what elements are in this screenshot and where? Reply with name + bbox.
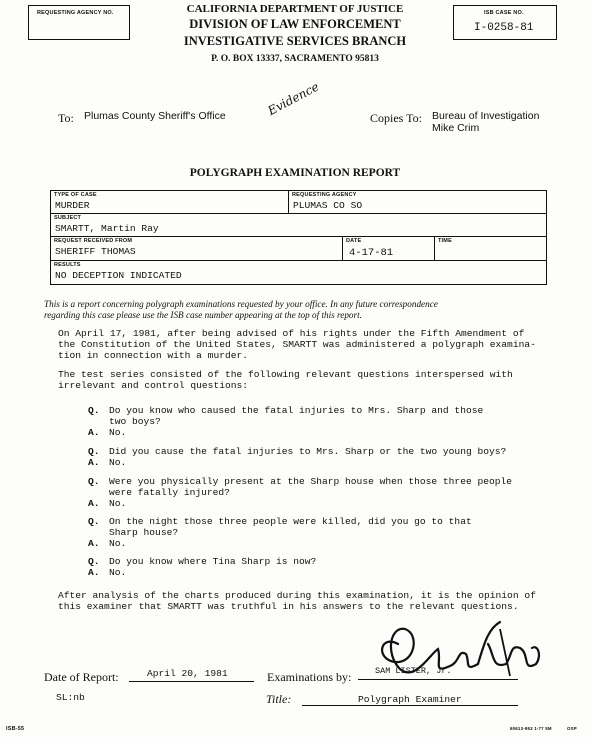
qa1-a-marker: A. bbox=[88, 427, 100, 438]
conclusion-line1: After analysis of the charts produced during this examination, it is the opinion of bbox=[58, 590, 536, 601]
subject-value: SMARTT, Martin Ray bbox=[55, 223, 159, 234]
qa2-q-marker: Q. bbox=[88, 446, 100, 457]
qa1-answer: No. bbox=[109, 427, 127, 438]
subject-label: SUBJECT bbox=[54, 215, 82, 221]
requesting-agency-label: REQUESTING AGENCY bbox=[292, 192, 357, 198]
date-label: DATE bbox=[346, 238, 362, 244]
type-of-case-cell bbox=[51, 191, 289, 214]
title-value: Polygraph Examiner bbox=[358, 694, 462, 705]
date-of-report-label: Date of Report: bbox=[44, 670, 119, 684]
requesting-agency-value: PLUMAS CO SO bbox=[293, 200, 363, 211]
title-label: Title: bbox=[266, 692, 292, 706]
request-from-value: SHERIFF THOMAS bbox=[55, 246, 136, 257]
qa4-answer: No. bbox=[109, 538, 127, 549]
qa5-question-line1: Do you know where Tina Sharp is now? bbox=[109, 556, 317, 567]
notice-line1: This is a report concerning polygraph examinations requested by your office. In any future correspondence bbox=[44, 299, 438, 309]
qa4-question-line1: On the night those three people were killed, did you go to that bbox=[109, 516, 472, 527]
results-label: RESULTS bbox=[54, 262, 81, 268]
qa1-question-line1: Do you know who caused the fatal injuries to Mrs. Sharp and those bbox=[109, 405, 484, 416]
paragraph1-line2: the Constitution of the United States, SMARTT was administered a polygraph examina- bbox=[58, 339, 536, 350]
qa1-question-line2: two boys? bbox=[109, 416, 161, 427]
qa3-answer: No. bbox=[109, 498, 127, 509]
time-cell bbox=[435, 237, 547, 261]
examinations-by-line bbox=[358, 668, 518, 680]
typist-initials: SL:nb bbox=[56, 692, 85, 703]
requesting-agency-no-label: REQUESTING AGENCY NO. bbox=[37, 10, 114, 16]
date-cell bbox=[343, 237, 435, 261]
request-from-label: REQUEST RECEIVED FROM bbox=[54, 238, 133, 244]
qa5-q-marker: Q. bbox=[88, 556, 100, 567]
date-of-report-line bbox=[129, 668, 254, 682]
examinations-by-value: SAM LISTER, Jr. bbox=[375, 666, 452, 676]
conclusion-line2: this examiner that SMARTT was truthful in his answers to the relevant questions. bbox=[58, 601, 519, 612]
qa3-question-line2: were fatally injured? bbox=[109, 487, 230, 498]
qa1-q-marker: Q. bbox=[88, 405, 100, 416]
qa3-question-line1: Were you physically present at the Sharp house when those three people bbox=[109, 476, 513, 487]
qa4-q-marker: Q. bbox=[88, 516, 100, 527]
title-line bbox=[302, 692, 518, 706]
request-from-cell bbox=[51, 237, 343, 261]
case-info-form bbox=[50, 190, 547, 285]
qa2-answer: No. bbox=[109, 457, 127, 468]
letterhead-branch: INVESTIGATIVE SERVICES BRANCH bbox=[183, 34, 407, 48]
isb-case-label: ISB CASE NO. bbox=[484, 10, 524, 16]
notice-line2: regarding this case please use the ISB case number appearing at the top of this report. bbox=[44, 310, 362, 320]
letterhead-address: P. O. BOX 13337, SACRAMENTO 95813 bbox=[211, 54, 379, 64]
paragraph1-line3: tion in connection with a murder. bbox=[58, 350, 248, 361]
results-cell bbox=[51, 261, 547, 285]
paragraph2-line2: irrelevant and control questions: bbox=[58, 380, 248, 391]
qa4-a-marker: A. bbox=[88, 538, 100, 549]
isb-case-box bbox=[453, 5, 557, 40]
to-value: Plumas County Sheriff's Office bbox=[84, 110, 226, 122]
letterhead-dept: CALIFORNIA DEPARTMENT OF JUSTICE bbox=[186, 3, 404, 15]
qa2-question-line1: Did you cause the fatal injuries to Mrs. Sharp or the two young boys? bbox=[109, 446, 507, 457]
results-value: NO DECEPTION INDICATED bbox=[55, 270, 182, 281]
report-title: POLYGRAPH EXAMINATION REPORT bbox=[189, 167, 401, 179]
paragraph1-line1: On April 17, 1981, after being advised of his rights under the Fifth Amendment of bbox=[58, 328, 525, 339]
paragraph2-line1: The test series consisted of the following relevant questions interspersed with bbox=[58, 369, 513, 380]
date-value: 4-17-81 bbox=[349, 247, 394, 259]
date-of-report-value: April 20, 1981 bbox=[147, 668, 228, 679]
letterhead-division: DIVISION OF LAW ENFORCEMENT bbox=[189, 17, 401, 31]
qa5-answer: No. bbox=[109, 567, 127, 578]
type-of-case-label: TYPE OF CASE bbox=[54, 192, 97, 198]
to-label: To: bbox=[58, 111, 74, 125]
type-of-case-value: MURDER bbox=[55, 200, 90, 211]
qa2-a-marker: A. bbox=[88, 457, 100, 468]
requesting-agency-no-box bbox=[28, 5, 130, 40]
copies-line1: Bureau of Investigation bbox=[432, 110, 540, 122]
copies-label: Copies To: bbox=[370, 111, 422, 125]
subject-cell bbox=[51, 214, 547, 237]
copies-line2: Mike Crim bbox=[432, 122, 480, 134]
time-label: TIME bbox=[438, 238, 452, 244]
qa5-a-marker: A. bbox=[88, 567, 100, 578]
handwritten-evidence: Evidence bbox=[265, 79, 322, 118]
isb-case-number: I-0258-81 bbox=[474, 22, 534, 34]
qa4-question-line2: Sharp house? bbox=[109, 527, 179, 538]
print-code: 60613-953 1-77 5M bbox=[510, 726, 552, 731]
requesting-agency-cell bbox=[289, 191, 547, 214]
form-number: ISB-55 bbox=[6, 726, 25, 732]
osp-mark: OSP bbox=[567, 726, 577, 731]
examinations-by-label: Examinations by: bbox=[267, 670, 352, 684]
qa3-a-marker: A. bbox=[88, 498, 100, 509]
qa3-q-marker: Q. bbox=[88, 476, 100, 487]
